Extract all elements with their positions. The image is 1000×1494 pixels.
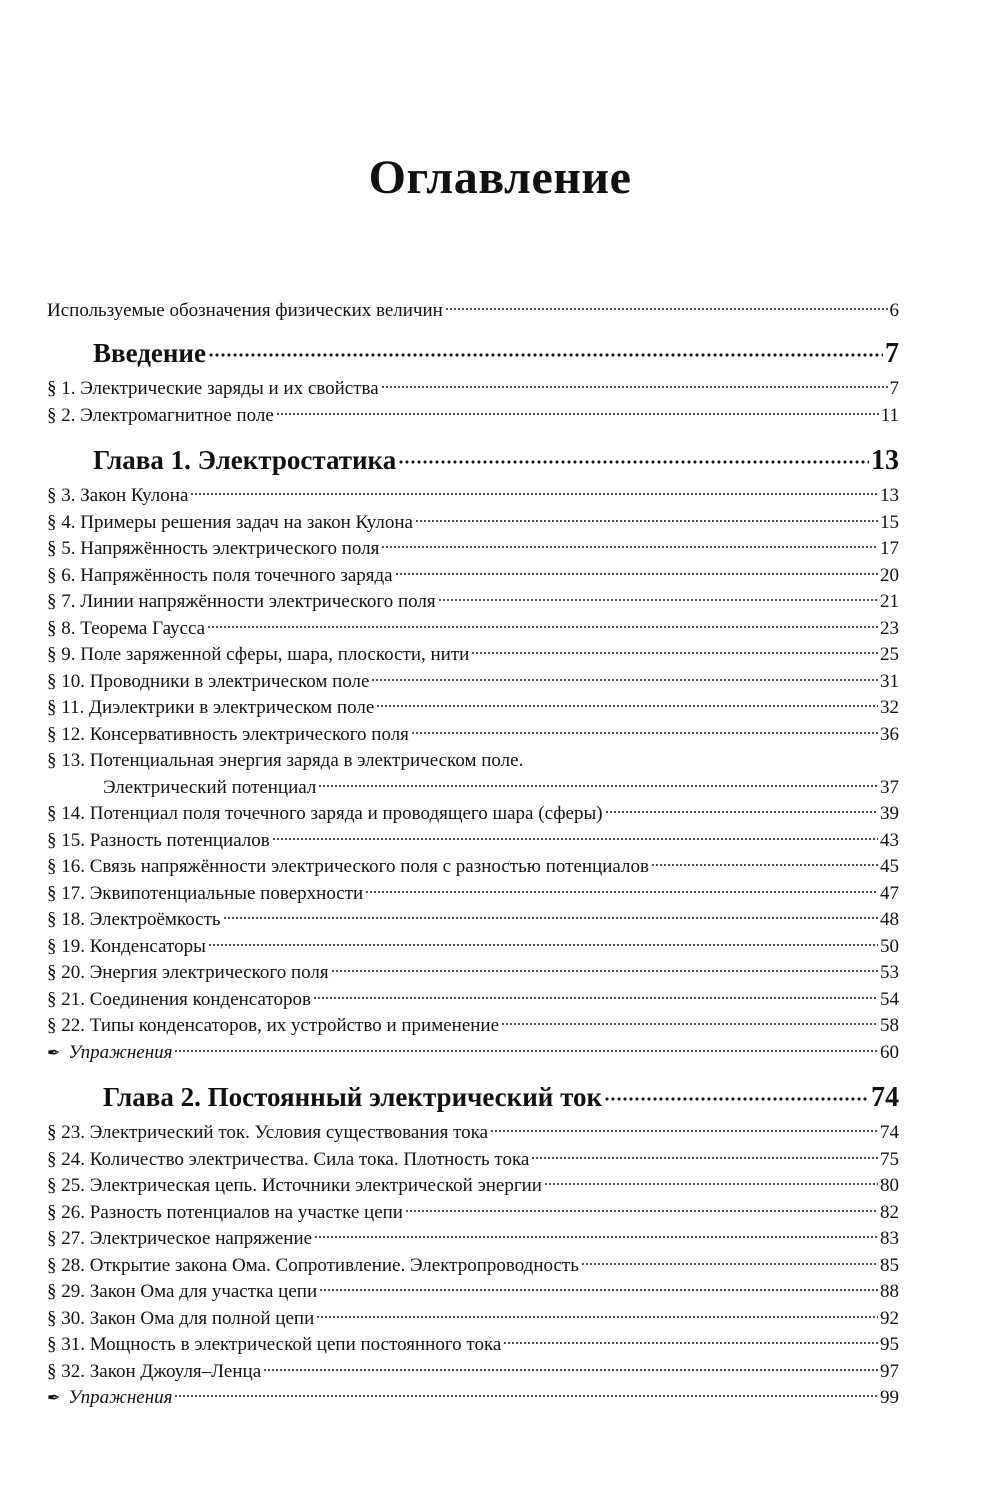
dot-leader bbox=[316, 1314, 878, 1320]
toc-entry-title: § 7. Линии напряжённости электрического поля bbox=[47, 591, 436, 612]
toc-entry-exercises-ch1[interactable] bbox=[47, 1042, 899, 1069]
toc-entry[interactable] bbox=[47, 405, 899, 432]
pen-icon: ✒ bbox=[47, 1044, 61, 1062]
dot-leader bbox=[395, 571, 878, 577]
dot-leader bbox=[190, 491, 878, 497]
toc-entry-title: § 18. Электроёмкость bbox=[47, 909, 221, 930]
toc-entry-title: § 2. Электромагнитное поле bbox=[47, 404, 274, 426]
toc-entry-page: 47 bbox=[880, 882, 899, 904]
dot-leader bbox=[415, 518, 878, 524]
dot-leader bbox=[604, 1096, 869, 1102]
toc-entry[interactable] bbox=[47, 697, 899, 724]
toc-entry[interactable] bbox=[47, 1334, 899, 1361]
toc-entry[interactable] bbox=[47, 591, 899, 618]
exercises-label: Упражнения bbox=[68, 1041, 173, 1063]
dot-leader bbox=[471, 650, 878, 656]
dot-leader bbox=[398, 459, 869, 465]
toc-entry[interactable] bbox=[47, 565, 899, 592]
dot-leader bbox=[272, 836, 878, 842]
toc-entry-page: 48 bbox=[880, 909, 899, 930]
dot-leader bbox=[208, 352, 883, 358]
toc-entry-page: 39 bbox=[880, 803, 899, 824]
toc-entry-page: 31 bbox=[880, 670, 899, 692]
toc-entry-section-13-line2[interactable] bbox=[47, 777, 899, 804]
exercises-label: Упражнения bbox=[68, 1387, 173, 1408]
toc-entry[interactable] bbox=[47, 803, 899, 830]
toc-entry-page: 32 bbox=[880, 697, 899, 718]
chapter-page: 7 bbox=[885, 338, 899, 369]
toc-entry[interactable] bbox=[47, 962, 899, 989]
toc-entry-page: 6 bbox=[889, 300, 899, 321]
dot-leader bbox=[314, 1234, 878, 1240]
dot-leader bbox=[174, 1393, 878, 1399]
chapter-title: Введение bbox=[93, 338, 206, 368]
toc-entry[interactable] bbox=[47, 830, 899, 857]
toc-entry[interactable] bbox=[47, 378, 899, 405]
dot-leader bbox=[438, 597, 878, 603]
toc-entry-page: 82 bbox=[880, 1201, 899, 1223]
toc-entry-page: 53 bbox=[880, 962, 899, 983]
toc-entry[interactable] bbox=[47, 909, 899, 936]
toc-entry-page: 21 bbox=[880, 591, 899, 612]
toc-entry[interactable] bbox=[47, 1281, 899, 1308]
dot-leader bbox=[503, 1340, 878, 1346]
toc-entry-page: 15 bbox=[880, 511, 899, 533]
toc-entry-section-13-line1[interactable] bbox=[47, 750, 899, 777]
table-of-contents bbox=[47, 300, 899, 1414]
toc-entry-title: § 32. Закон Джоуля–Ленца bbox=[47, 1360, 262, 1382]
page-title: Оглавление bbox=[368, 151, 632, 204]
toc-entry-page: 36 bbox=[880, 723, 899, 745]
toc-entry[interactable] bbox=[47, 1149, 899, 1176]
dot-leader bbox=[365, 889, 878, 895]
toc-entry-page: 54 bbox=[880, 988, 899, 1010]
toc-entry[interactable] bbox=[47, 512, 899, 539]
toc-entry-page: 75 bbox=[880, 1148, 899, 1170]
toc-entry-title: § 26. Разность потенциалов на участке цепи bbox=[47, 1201, 403, 1223]
toc-entry-page: 92 bbox=[880, 1307, 899, 1329]
chapter-title: Глава 1. Электростатика bbox=[93, 445, 397, 475]
dot-leader bbox=[331, 968, 878, 974]
toc-entry-page: 37 bbox=[880, 776, 899, 798]
toc-entry-page: 43 bbox=[880, 829, 899, 851]
toc-entry-title: § 6. Напряжённость поля точечного заряда bbox=[47, 564, 393, 586]
toc-entry[interactable] bbox=[47, 856, 899, 883]
toc-entry[interactable] bbox=[47, 618, 899, 645]
toc-entry-title: § 8. Теорема Гаусса bbox=[47, 617, 206, 639]
dot-leader bbox=[490, 1128, 878, 1134]
dot-leader bbox=[531, 1155, 878, 1161]
toc-entry-notation[interactable] bbox=[47, 300, 899, 332]
toc-entry-title: § 19. Конденсаторы bbox=[47, 935, 206, 957]
toc-entry-page: 97 bbox=[880, 1360, 899, 1382]
toc-entry-page: 83 bbox=[880, 1228, 899, 1249]
toc-entry-page: 50 bbox=[880, 935, 899, 957]
dot-leader bbox=[405, 1208, 878, 1214]
toc-entry-title: § 17. Эквипотенциальные поверхности bbox=[47, 882, 364, 904]
toc-entry[interactable] bbox=[47, 936, 899, 963]
dot-leader bbox=[371, 677, 878, 683]
toc-entry-title: § 22. Типы конденсаторов, их устройство и применение bbox=[47, 1015, 500, 1036]
toc-entry[interactable] bbox=[47, 1255, 899, 1282]
toc-entry[interactable] bbox=[47, 1228, 899, 1255]
dot-leader bbox=[276, 411, 879, 417]
toc-entry-page: 85 bbox=[880, 1254, 899, 1276]
toc-entry[interactable] bbox=[47, 1202, 899, 1229]
toc-entry-title: § 13. Потенциальная энергия заряда в электрическом поле. bbox=[47, 750, 524, 771]
toc-entry[interactable] bbox=[47, 1308, 899, 1335]
toc-entry-title: § 20. Энергия электрического поля bbox=[47, 962, 329, 983]
toc-entry-page: 74 bbox=[880, 1122, 899, 1143]
toc-entry-page: 25 bbox=[880, 644, 899, 665]
pen-icon: ✒ bbox=[47, 1390, 61, 1407]
toc-entry-title: § 5. Напряжённость электрического поля bbox=[47, 538, 380, 559]
toc-entry-page: 20 bbox=[880, 564, 899, 586]
toc-entry-title: § 4. Примеры решения задач на закон Кулона bbox=[47, 511, 413, 533]
toc-entry-title: § 23. Электрический ток. Условия существования тока bbox=[47, 1122, 489, 1143]
dot-leader bbox=[381, 544, 878, 550]
dot-leader bbox=[207, 624, 878, 630]
chapter-heading-2[interactable] bbox=[47, 1082, 899, 1122]
toc-entry-title: § 31. Мощность в электрической цепи постоянного тока bbox=[47, 1334, 502, 1355]
dot-leader bbox=[651, 862, 878, 868]
dot-leader bbox=[263, 1367, 878, 1373]
dot-leader bbox=[605, 809, 878, 815]
dot-leader bbox=[411, 730, 878, 736]
toc-entry-title: § 15. Разность потенциалов bbox=[47, 829, 270, 851]
toc-entry-page: 60 bbox=[880, 1041, 899, 1063]
toc-entry-title: § 29. Закон Ома для участка цепи bbox=[47, 1281, 318, 1302]
toc-entry[interactable] bbox=[47, 671, 899, 698]
toc-entry-title: § 21. Соединения конденсаторов bbox=[47, 988, 311, 1010]
toc-entry-page: 23 bbox=[880, 617, 899, 639]
chapter-page: 13 bbox=[871, 445, 899, 476]
toc-entry[interactable] bbox=[47, 1361, 899, 1388]
toc-entry-title: § 11. Диэлектрики в электрическом поле bbox=[47, 697, 375, 718]
toc-entry-page: 80 bbox=[880, 1175, 899, 1196]
toc-entry-page: 11 bbox=[880, 404, 899, 426]
toc-entry-title: § 16. Связь напряжённости электрического поля с разностью потенциалов bbox=[47, 856, 649, 877]
toc-entry-page: 13 bbox=[880, 485, 899, 506]
dot-leader bbox=[381, 384, 888, 390]
dot-leader bbox=[501, 1021, 878, 1027]
toc-entry-title: Электрический потенциал bbox=[103, 776, 317, 798]
toc-entry-title: § 28. Открытие закона Ома. Сопротивление. Электропроводность bbox=[47, 1254, 579, 1276]
chapter-title: Глава 2. Постоянный электрический ток bbox=[103, 1082, 603, 1112]
toc-entry-title: § 14. Потенциал поля точечного заряда и проводящего шара (сферы) bbox=[47, 803, 603, 824]
toc-entry-title: § 12. Консервативность электрического поля bbox=[47, 723, 409, 745]
toc-entry[interactable] bbox=[47, 1015, 899, 1042]
toc-entry-title: § 27. Электрическое напряжение bbox=[47, 1228, 313, 1249]
toc-entry[interactable] bbox=[47, 1175, 899, 1202]
toc-entry[interactable] bbox=[47, 538, 899, 565]
dot-leader bbox=[544, 1181, 878, 1187]
toc-entry[interactable] bbox=[47, 989, 899, 1016]
toc-entry-title: § 24. Количество электричества. Сила тока. Плотность тока bbox=[47, 1148, 530, 1170]
toc-entry-exercises-ch2[interactable] bbox=[47, 1387, 899, 1414]
toc-entry-page: 58 bbox=[880, 1015, 899, 1036]
dot-leader bbox=[318, 783, 878, 789]
chapter-heading-1[interactable] bbox=[47, 445, 899, 485]
toc-entry-title: § 3. Закон Кулона bbox=[47, 485, 189, 506]
toc-entry-title: § 1. Электрические заряды и их свойства bbox=[47, 378, 379, 399]
toc-entry-page: 95 bbox=[880, 1334, 899, 1355]
dot-leader bbox=[208, 942, 878, 948]
dot-leader bbox=[174, 1048, 878, 1054]
toc-entry-page: 17 bbox=[880, 538, 899, 559]
toc-entry-title: § 9. Поле заряженной сферы, шара, плоскости, нити bbox=[47, 644, 470, 665]
toc-entry-title: § 10. Проводники в электрическом поле bbox=[47, 670, 370, 692]
toc-entry-title: § 30. Закон Ома для полной цепи bbox=[47, 1307, 315, 1329]
toc-entry[interactable] bbox=[47, 883, 899, 910]
dot-leader bbox=[445, 306, 888, 312]
toc-entry-page: 99 bbox=[880, 1387, 899, 1408]
dot-leader bbox=[223, 915, 878, 921]
dot-leader bbox=[581, 1261, 878, 1267]
toc-entry[interactable] bbox=[47, 724, 899, 751]
toc-entry-title: Используемые обозначения физических величин bbox=[47, 300, 443, 321]
toc-entry-title: § 25. Электрическая цепь. Источники электрической энергии bbox=[47, 1175, 542, 1196]
toc-entry-page: 45 bbox=[880, 856, 899, 877]
dot-leader bbox=[313, 995, 878, 1001]
toc-entry[interactable] bbox=[47, 1122, 899, 1149]
toc-entry-page: 88 bbox=[880, 1281, 899, 1302]
dot-leader bbox=[319, 1287, 878, 1293]
chapter-page: 74 bbox=[871, 1082, 899, 1113]
dot-leader bbox=[376, 703, 878, 709]
toc-entry[interactable] bbox=[47, 644, 899, 671]
chapter-heading-introduction[interactable] bbox=[47, 338, 899, 378]
toc-entry-page: 7 bbox=[889, 378, 899, 399]
toc-entry[interactable] bbox=[47, 485, 899, 512]
